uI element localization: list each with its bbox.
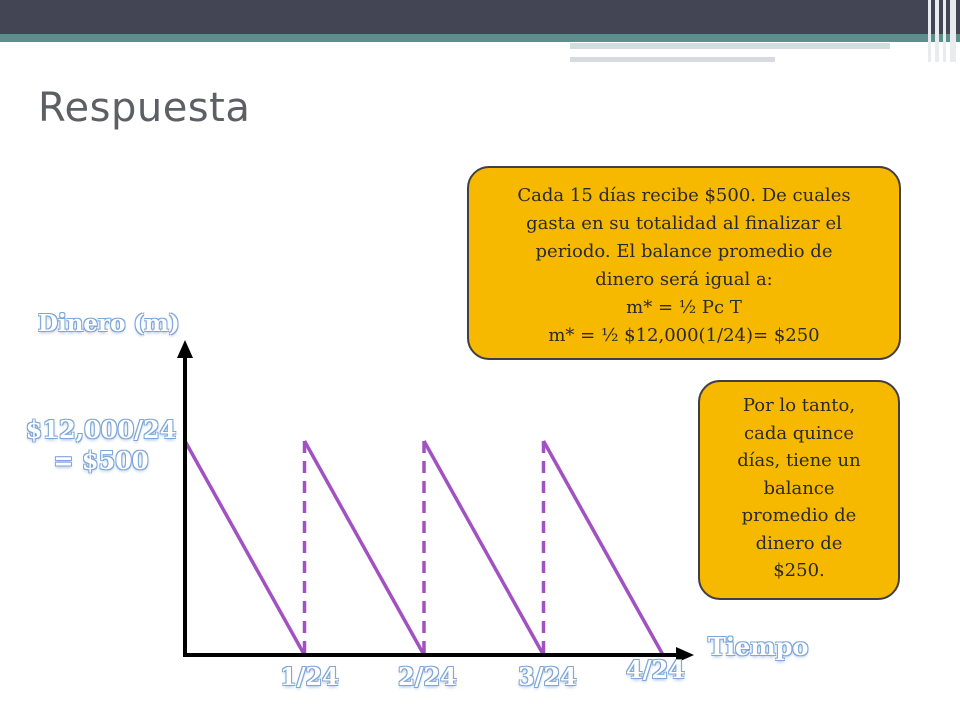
slide-title: Respuesta: [38, 85, 251, 131]
callout-line: dinero de: [755, 532, 843, 554]
callout-line: días, tiene un: [737, 450, 861, 471]
x-tick-label: 3/24: [518, 662, 577, 691]
money-decline-segment: [424, 441, 544, 655]
callout-line: Cada 15 días recibe $500. De cuales: [517, 185, 851, 206]
formula-line: m* = ½ Pc T: [626, 297, 742, 318]
y-tick-label-line: $12,000/24: [25, 415, 177, 444]
x-tick-label: 4/24: [626, 655, 685, 684]
callout-line: gasta en su totalidad al finalizar el: [526, 213, 842, 234]
money-decline-segment: [544, 441, 664, 655]
callout-line: cada quince: [744, 422, 854, 444]
y-tick-label: [16, 414, 186, 476]
x-axis-label: Tiempo: [708, 632, 809, 661]
money-decline-segment: [305, 441, 425, 655]
formula-line: m* = ½ $12,000(1/24)= $250: [548, 325, 820, 346]
callout-line: promedio de: [741, 505, 857, 526]
money-decline-segment: [185, 441, 305, 655]
callout-line: balance: [763, 477, 835, 499]
y-axis-label: Dinero (m): [38, 310, 180, 337]
y-axis-arrowhead: [177, 340, 193, 358]
x-tick-label: 1/24: [280, 662, 339, 691]
x-tick-label: 2/24: [398, 662, 457, 691]
callout-line: dinero será igual a:: [595, 269, 773, 290]
callout-line: periodo. El balance promedio de: [535, 241, 833, 262]
callout-line: Por lo tanto,: [742, 395, 856, 416]
callout-line: $250.: [773, 560, 825, 581]
y-tick-label-line: = $500: [53, 446, 149, 475]
